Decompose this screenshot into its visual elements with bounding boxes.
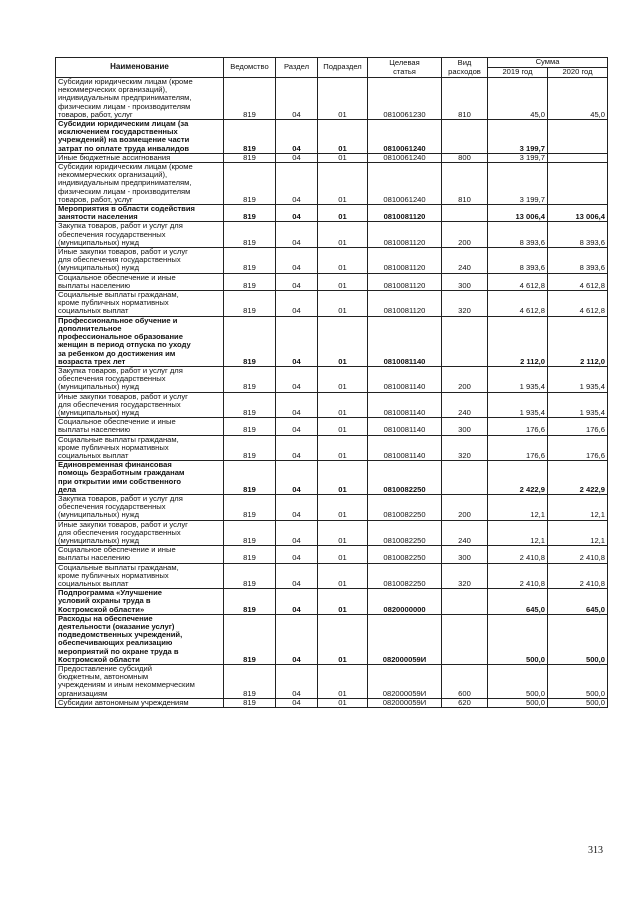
row-name: Субсидии юридическим лицам (кроме некоммерческих организаций), индивидуальным предпринимателям, физическим лицам - производителям товаров, работ, услуг [56, 78, 224, 120]
row-target: 0810061230 [368, 78, 442, 120]
row-section: 04 [276, 614, 318, 664]
row-section: 04 [276, 461, 318, 495]
table-row [56, 665, 608, 699]
row-subsection: 01 [318, 120, 368, 154]
row-2020: 1 935,4 [548, 366, 608, 392]
row-target: 0810061240 [368, 120, 442, 154]
row-type: 810 [442, 163, 488, 205]
row-section: 04 [276, 366, 318, 392]
row-department: 819 [224, 665, 276, 699]
row-target: 082000059И [368, 614, 442, 664]
row-department: 819 [224, 273, 276, 290]
table-row [56, 163, 608, 205]
row-type: 200 [442, 222, 488, 248]
row-name: Социальное обеспечение и иные выплаты населению [56, 273, 224, 290]
row-target: 0810081120 [368, 291, 442, 317]
row-subsection: 01 [318, 153, 368, 162]
page-number: 313 [588, 845, 603, 856]
row-target: 0810061240 [368, 163, 442, 205]
row-2019: 2 410,8 [488, 546, 548, 563]
budget-table [55, 57, 608, 708]
row-section: 04 [276, 589, 318, 615]
row-name: Субсидии юридическим лицам (за исключением государственных учреждений) на возмещение части затрат по оплате труда инвалидов [56, 120, 224, 154]
row-subsection: 01 [318, 392, 368, 418]
row-subsection: 01 [318, 546, 368, 563]
row-2019: 12,1 [488, 494, 548, 520]
row-type: 240 [442, 248, 488, 274]
row-type [442, 120, 488, 154]
row-2020: 2 410,8 [548, 563, 608, 589]
table-row [56, 589, 608, 615]
header-2020: 2020 год [548, 68, 608, 78]
table-row [56, 205, 608, 222]
row-section: 04 [276, 563, 318, 589]
row-2020: 4 612,8 [548, 291, 608, 317]
row-type: 320 [442, 563, 488, 589]
row-type: 200 [442, 494, 488, 520]
row-department: 819 [224, 435, 276, 461]
row-2020: 12,1 [548, 520, 608, 546]
row-name: Иные закупки товаров, работ и услуг для обеспечения государственных (муниципальных) нужд [56, 392, 224, 418]
row-department: 819 [224, 316, 276, 366]
row-name: Субсидии юридическим лицам (кроме некоммерческих организаций), индивидуальным предпринимателям, физическим лицам - производителям товаров, работ, услуг [56, 163, 224, 205]
row-name: Социальные выплаты гражданам, кроме публичных нормативных социальных выплат [56, 563, 224, 589]
table-row [56, 291, 608, 317]
row-department: 819 [224, 205, 276, 222]
table-row [56, 273, 608, 290]
row-2020: 176,6 [548, 435, 608, 461]
row-subsection: 01 [318, 563, 368, 589]
row-target: 0810082250 [368, 546, 442, 563]
row-type: 800 [442, 153, 488, 162]
row-department: 819 [224, 698, 276, 707]
row-subsection: 01 [318, 614, 368, 664]
row-department: 819 [224, 614, 276, 664]
table-row [56, 418, 608, 435]
row-subsection: 01 [318, 366, 368, 392]
row-subsection: 01 [318, 494, 368, 520]
table-row [56, 120, 608, 154]
row-department: 819 [224, 461, 276, 495]
row-section: 04 [276, 291, 318, 317]
row-type [442, 461, 488, 495]
row-target: 082000059И [368, 665, 442, 699]
row-2019: 3 199,7 [488, 120, 548, 154]
row-target: 082000059И [368, 698, 442, 707]
row-2020 [548, 163, 608, 205]
header-section: Раздел [276, 58, 318, 78]
row-2020: 2 422,9 [548, 461, 608, 495]
row-name: Социальные выплаты гражданам, кроме публичных нормативных социальных выплат [56, 291, 224, 317]
row-target: 0810081140 [368, 366, 442, 392]
row-name: Мероприятия в области содействия занятости населения [56, 205, 224, 222]
row-2019: 12,1 [488, 520, 548, 546]
row-2020: 12,1 [548, 494, 608, 520]
row-name: Закупка товаров, работ и услуг для обеспечения государственных (муниципальных) нужд [56, 494, 224, 520]
row-name: Закупка товаров, работ и услуг для обеспечения государственных (муниципальных) нужд [56, 222, 224, 248]
header-type: Вид расходов [442, 58, 488, 78]
row-name: Закупка товаров, работ и услуг для обеспечения государственных (муниципальных) нужд [56, 366, 224, 392]
row-2019: 8 393,6 [488, 248, 548, 274]
row-department: 819 [224, 291, 276, 317]
row-2019: 176,6 [488, 435, 548, 461]
row-section: 04 [276, 494, 318, 520]
table-row [56, 494, 608, 520]
row-department: 819 [224, 418, 276, 435]
row-name: Подпрограмма «Улучшение условий охраны труда в Костромской области» [56, 589, 224, 615]
row-department: 819 [224, 153, 276, 162]
row-name: Профессиональное обучение и дополнительное профессиональное образование женщин в период отпуска по уходу за ребенком до достижения им возраста трех лет [56, 316, 224, 366]
row-target: 0810081120 [368, 273, 442, 290]
row-department: 819 [224, 589, 276, 615]
row-2019: 3 199,7 [488, 163, 548, 205]
row-type: 300 [442, 418, 488, 435]
row-type [442, 316, 488, 366]
row-section: 04 [276, 205, 318, 222]
row-section: 04 [276, 120, 318, 154]
row-subsection: 01 [318, 589, 368, 615]
row-subsection: 01 [318, 520, 368, 546]
row-target: 0810082250 [368, 520, 442, 546]
table-row [56, 614, 608, 664]
row-target: 0810082250 [368, 461, 442, 495]
row-subsection: 01 [318, 665, 368, 699]
row-target: 0810081140 [368, 316, 442, 366]
row-department: 819 [224, 563, 276, 589]
row-subsection: 01 [318, 291, 368, 317]
row-type: 300 [442, 273, 488, 290]
row-2020: 2 410,8 [548, 546, 608, 563]
row-2020: 645,0 [548, 589, 608, 615]
header-target: Целевая статья [368, 58, 442, 78]
row-2020: 500,0 [548, 698, 608, 707]
row-department: 819 [224, 222, 276, 248]
table-row [56, 248, 608, 274]
row-type: 320 [442, 435, 488, 461]
row-subsection: 01 [318, 418, 368, 435]
row-name: Иные закупки товаров, работ и услуг для обеспечения государственных (муниципальных) нужд [56, 520, 224, 546]
row-2019: 2 422,9 [488, 461, 548, 495]
row-2019: 2 112,0 [488, 316, 548, 366]
row-department: 819 [224, 546, 276, 563]
header-sum: Сумма [488, 58, 608, 68]
row-type: 620 [442, 698, 488, 707]
row-type: 810 [442, 78, 488, 120]
row-2020: 8 393,6 [548, 222, 608, 248]
row-name: Расходы на обеспечение деятельности (оказание услуг) подведомственных учреждений, обеспечивающих реализацию мероприятий по охране труда в Костромской области [56, 614, 224, 664]
row-section: 04 [276, 273, 318, 290]
row-subsection: 01 [318, 163, 368, 205]
table-row [56, 153, 608, 162]
row-2019: 45,0 [488, 78, 548, 120]
row-2019: 13 006,4 [488, 205, 548, 222]
table-row [56, 546, 608, 563]
row-2020: 176,6 [548, 418, 608, 435]
row-2019: 8 393,6 [488, 222, 548, 248]
row-subsection: 01 [318, 316, 368, 366]
row-section: 04 [276, 418, 318, 435]
row-2019: 2 410,8 [488, 563, 548, 589]
row-section: 04 [276, 520, 318, 546]
row-2019: 1 935,4 [488, 366, 548, 392]
row-section: 04 [276, 665, 318, 699]
row-2019: 3 199,7 [488, 153, 548, 162]
row-department: 819 [224, 120, 276, 154]
row-name: Иные закупки товаров, работ и услуг для обеспечения государственных (муниципальных) нужд [56, 248, 224, 274]
row-type [442, 614, 488, 664]
row-2020 [548, 120, 608, 154]
row-type: 600 [442, 665, 488, 699]
row-2020: 500,0 [548, 665, 608, 699]
row-type [442, 589, 488, 615]
row-subsection: 01 [318, 273, 368, 290]
row-name: Социальное обеспечение и иные выплаты населению [56, 418, 224, 435]
row-target: 0820000000 [368, 589, 442, 615]
row-2020: 1 935,4 [548, 392, 608, 418]
row-department: 819 [224, 248, 276, 274]
row-name: Социальное обеспечение и иные выплаты населению [56, 546, 224, 563]
row-section: 04 [276, 435, 318, 461]
row-subsection: 01 [318, 248, 368, 274]
row-type: 320 [442, 291, 488, 317]
row-target: 0810081140 [368, 435, 442, 461]
row-section: 04 [276, 248, 318, 274]
row-department: 819 [224, 78, 276, 120]
row-name: Социальные выплаты гражданам, кроме публичных нормативных социальных выплат [56, 435, 224, 461]
header-department: Ведомство [224, 58, 276, 78]
row-name: Субсидии автономным учреждениям [56, 698, 224, 707]
row-2020: 2 112,0 [548, 316, 608, 366]
row-2019: 500,0 [488, 614, 548, 664]
table-row [56, 392, 608, 418]
row-department: 819 [224, 392, 276, 418]
row-subsection: 01 [318, 78, 368, 120]
table-row [56, 563, 608, 589]
row-department: 819 [224, 163, 276, 205]
table-row [56, 698, 608, 707]
row-type: 300 [442, 546, 488, 563]
row-subsection: 01 [318, 205, 368, 222]
row-section: 04 [276, 153, 318, 162]
row-2019: 500,0 [488, 665, 548, 699]
row-section: 04 [276, 316, 318, 366]
table-row [56, 316, 608, 366]
row-2020: 4 612,8 [548, 273, 608, 290]
row-department: 819 [224, 366, 276, 392]
row-name: Иные бюджетные ассигнования [56, 153, 224, 162]
row-department: 819 [224, 520, 276, 546]
row-2019: 176,6 [488, 418, 548, 435]
row-target: 0810082250 [368, 563, 442, 589]
row-2020: 500,0 [548, 614, 608, 664]
row-section: 04 [276, 698, 318, 707]
table-row [56, 222, 608, 248]
table-row [56, 366, 608, 392]
header-2019: 2019 год [488, 68, 548, 78]
row-target: 0810082250 [368, 494, 442, 520]
table-row [56, 461, 608, 495]
row-target: 0810081120 [368, 222, 442, 248]
row-target: 0810061240 [368, 153, 442, 162]
row-subsection: 01 [318, 698, 368, 707]
row-target: 0810081140 [368, 392, 442, 418]
row-target: 0810081120 [368, 205, 442, 222]
row-type: 240 [442, 392, 488, 418]
row-section: 04 [276, 392, 318, 418]
row-department: 819 [224, 494, 276, 520]
row-type [442, 205, 488, 222]
table-row [56, 78, 608, 120]
row-name: Предоставление субсидий бюджетным, автономным учреждениям и иным некоммерческим организациям [56, 665, 224, 699]
row-type: 240 [442, 520, 488, 546]
table-row [56, 435, 608, 461]
row-2019: 500,0 [488, 698, 548, 707]
row-section: 04 [276, 546, 318, 563]
row-section: 04 [276, 78, 318, 120]
row-2019: 4 612,8 [488, 291, 548, 317]
row-2020: 45,0 [548, 78, 608, 120]
row-target: 0810081140 [368, 418, 442, 435]
row-subsection: 01 [318, 222, 368, 248]
row-subsection: 01 [318, 461, 368, 495]
header-subsection: Подраздел [318, 58, 368, 78]
row-target: 0810081120 [368, 248, 442, 274]
row-2020: 13 006,4 [548, 205, 608, 222]
row-name: Единовременная финансовая помощь безработным гражданам при открытии ими собственного дела [56, 461, 224, 495]
row-2019: 1 935,4 [488, 392, 548, 418]
row-2020: 8 393,6 [548, 248, 608, 274]
row-2019: 645,0 [488, 589, 548, 615]
row-2020 [548, 153, 608, 162]
row-section: 04 [276, 222, 318, 248]
table-row [56, 520, 608, 546]
row-type: 200 [442, 366, 488, 392]
header-name: Наименование [56, 58, 224, 78]
row-section: 04 [276, 163, 318, 205]
row-2019: 4 612,8 [488, 273, 548, 290]
row-subsection: 01 [318, 435, 368, 461]
